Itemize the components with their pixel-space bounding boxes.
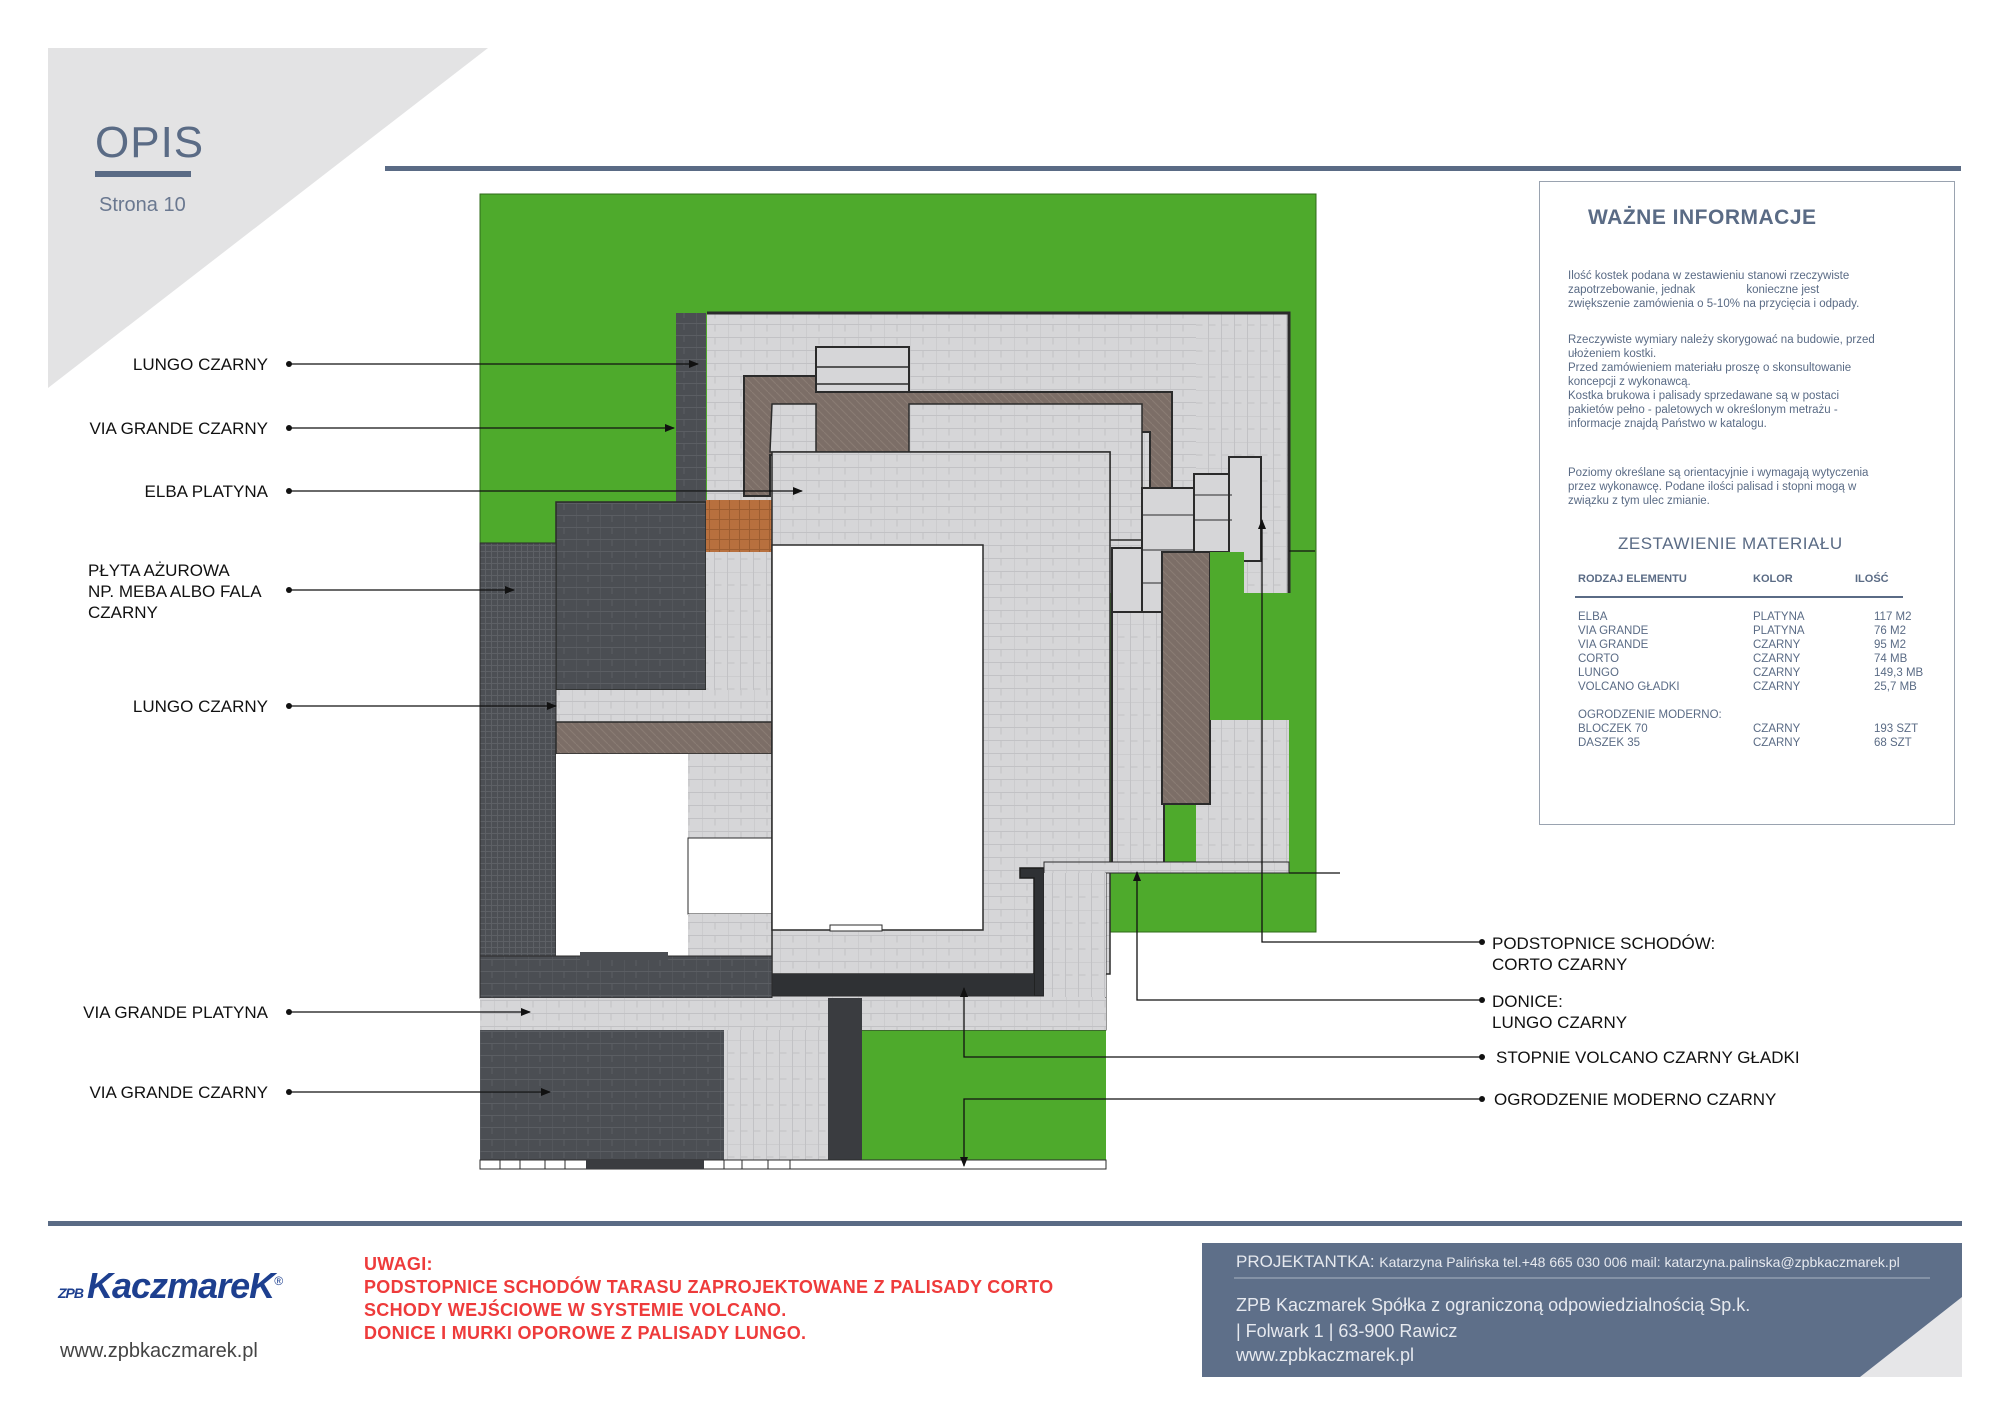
callout-via-grande-platyna: VIA GRANDE PLATYNA xyxy=(83,1003,268,1022)
callout-podstopnice: PODSTOPNICE SCHODÓW: CORTO CZARNY xyxy=(1492,934,1716,974)
via-grande-czarny-bottom xyxy=(480,1030,724,1168)
note-line: DONICE I MURKI OPOROWE Z PALISADY LUNGO. xyxy=(364,1323,807,1343)
table-cell: 25,7 MB xyxy=(1874,681,1917,693)
company-address: | Folwark 1 | 63-900 Rawicz xyxy=(1236,1321,1458,1341)
table-cell: CORTO xyxy=(1578,653,1620,665)
info-paragraph-1: Ilość kostek podana w zestawieniu stanowi rzeczywiste zapotrzebowanie, jednak konieczne jest zwiększenie zamówienia o 5-10% na przycięcia i odpady. xyxy=(1568,270,1860,310)
notes-heading: UWAGI: xyxy=(364,1254,433,1274)
table-cell: CZARNY xyxy=(1753,639,1801,651)
corto-strip-left xyxy=(556,722,772,754)
note-line: SCHODY WEJŚCIOWE W SYSTEMIE VOLCANO. xyxy=(364,1300,787,1320)
house-footprint xyxy=(772,545,983,930)
corto-vertical xyxy=(1162,552,1210,804)
fence-heading: OGRODZENIE MODERNO: xyxy=(1578,709,1722,721)
designer-line: PROJEKTANTKA: Katarzyna Palińska tel.+48 665 030 006 mail: katarzyna.palinska@zpbkaczmarek.pl xyxy=(1236,1252,1900,1271)
table-cell: 68 SZT xyxy=(1874,737,1912,749)
table-header-rule xyxy=(1575,596,1903,598)
callout-via-grande-czarny-top: VIA GRANDE CZARNY xyxy=(89,419,268,438)
materials-col-color xyxy=(1753,610,1805,750)
plyta-azurowa xyxy=(480,543,556,971)
via-grande-platyna-bottom xyxy=(724,1030,828,1168)
company-logo: ZPB KaczmareK® xyxy=(58,1265,282,1306)
table-cell: CZARNY xyxy=(1753,737,1801,749)
fence-column xyxy=(828,998,862,1168)
callout-elba-platyna: ELBA PLATYNA xyxy=(144,482,268,501)
table-cell: PLATYNA xyxy=(1753,625,1805,637)
table-cell: VOLCANO GŁADKI xyxy=(1578,681,1680,693)
callout-plyta-azurowa: PŁYTA AŻUROWA NP. MEBA ALBO FALA CZARNY xyxy=(88,561,262,622)
col-header-qty: ILOŚĆ xyxy=(1855,573,1889,585)
page-title: OPIS xyxy=(95,118,205,167)
table-cell: 149,3 MB xyxy=(1874,667,1924,679)
callout-via-grande-czarny-bottom: VIA GRANDE CZARNY xyxy=(89,1083,268,1102)
table-cell: 74 MB xyxy=(1874,653,1908,665)
info-title: WAŻNE INFORMACJE xyxy=(1588,206,1817,229)
website-link[interactable]: www.zpbkaczmarek.pl xyxy=(60,1340,258,1362)
company-name: ZPB Kaczmarek Spółka z ograniczoną odpowiedzialnością Sp.k. xyxy=(1236,1295,1751,1315)
info-paragraph-3: Poziomy określane są orientacyjnie i wymagają wytyczenia przez wykonawcę. Podane ilości palisad i stopni mogą w związku z tym ulec zmianie. xyxy=(1568,467,1869,507)
col-header-element: RODZAJ ELEMENTU xyxy=(1578,573,1687,585)
table-cell: LUNGO xyxy=(1578,667,1619,679)
callout-lungo-czarny-mid: LUNGO CZARNY xyxy=(132,697,268,716)
dark-paving-left xyxy=(556,502,706,690)
col-header-color: KOLOR xyxy=(1753,573,1793,585)
table-cell: CZARNY xyxy=(1753,653,1801,665)
materials-col-element xyxy=(1578,610,1722,750)
table-cell: BLOCZEK 70 xyxy=(1578,723,1648,735)
table-cell: PLATYNA xyxy=(1753,611,1805,623)
table-cell: CZARNY xyxy=(1753,681,1801,693)
ochre-patch xyxy=(706,500,772,552)
light-band-bottom xyxy=(480,998,1106,1030)
table-cell: ELBA xyxy=(1578,611,1608,623)
designer-panel xyxy=(1202,1243,1962,1377)
table-cell: DASZEK 35 xyxy=(1578,737,1640,749)
table-cell: VIA GRANDE xyxy=(1578,639,1649,651)
callout-ogrodzenie: OGRODZENIE MODERNO CZARNY xyxy=(1494,1090,1777,1109)
info-paragraph-2: Rzeczywiste wymiary należy skorygować na budowie, przed ułożeniem kostki. Przed zamówieniem materiału proszę o skonsultowanie koncepcji z wykonawcą. Kostka brukowa i palisady sprzedawane są w postaci pakietów pełno - paletowych w określonym metrażu - informacje znajdą Państwo w katalogu. xyxy=(1568,334,1875,430)
table-cell: 76 M2 xyxy=(1874,625,1906,637)
table-cell: 193 SZT xyxy=(1874,723,1919,735)
company-website[interactable]: www.zpbkaczmarek.pl xyxy=(1236,1345,1415,1365)
callout-donice: DONICE: LUNGO CZARNY xyxy=(1492,992,1628,1032)
table-cell: CZARNY xyxy=(1753,723,1801,735)
note-line: PODSTOPNICE SCHODÓW TARASU ZAPROJEKTOWANE Z PALISADY CORTO xyxy=(364,1277,1054,1297)
dark-front-driveway xyxy=(480,956,772,998)
page-number: Strona 10 xyxy=(99,194,186,216)
table-cell: VIA GRANDE xyxy=(1578,625,1649,637)
table-cell: CZARNY xyxy=(1753,667,1801,679)
materials-title: ZESTAWIENIE MATERIAŁU xyxy=(1618,534,1843,553)
via-grande-czarny-strip xyxy=(676,313,706,503)
bottom-divider xyxy=(48,1221,1962,1226)
materials-col-qty xyxy=(1874,610,1923,750)
table-cell: 95 M2 xyxy=(1874,639,1906,651)
callout-lungo-czarny-top: LUNGO CZARNY xyxy=(132,355,268,374)
table-cell: 117 M2 xyxy=(1874,611,1912,623)
callout-stopnie-volcano: STOPNIE VOLCANO CZARNY GŁADKI xyxy=(1496,1048,1800,1067)
